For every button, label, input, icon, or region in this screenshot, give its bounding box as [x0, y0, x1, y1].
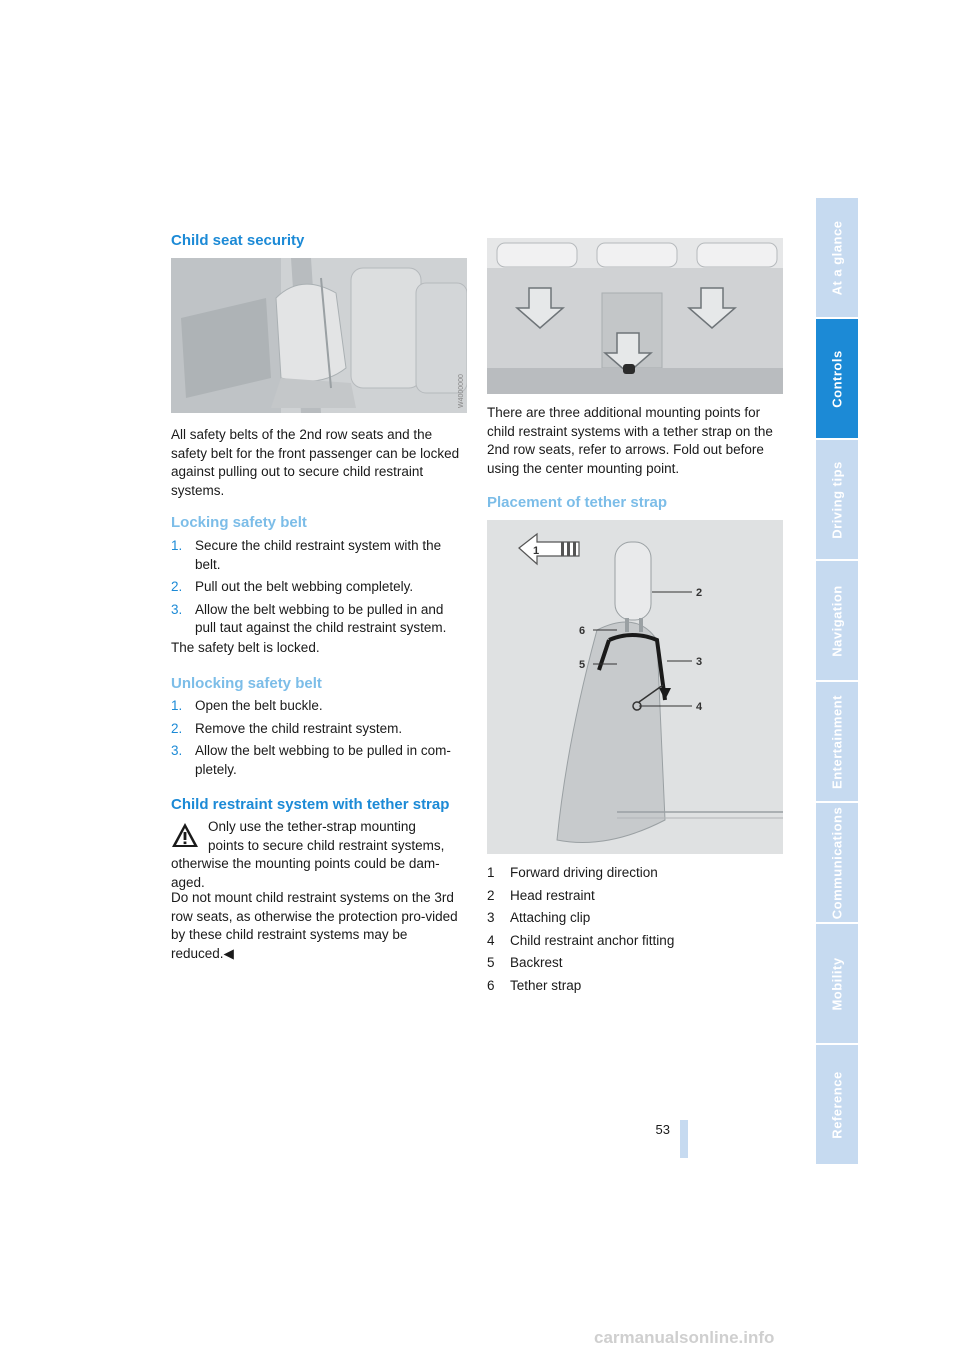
svg-text:W4000000: W4000000 [458, 374, 465, 408]
subsection-locking: Locking safety belt [171, 514, 307, 531]
tab-navigation[interactable]: Navigation [816, 561, 858, 680]
warning-text: otherwise the mounting points could be dam-aged. [171, 856, 440, 890]
intro-text: All safety belts of the 2nd row seats and the safety belt for the front passenger can be locked against pulling out to secure child restraint systems. [171, 427, 460, 498]
diagram-label-3: 3 [696, 656, 703, 668]
list-item: 2. Remove the child restraint system. [171, 720, 403, 736]
warning-lead: Only use the tether-strap mounting [208, 819, 416, 834]
diagram-label-4: 4 [696, 701, 703, 713]
locking-steps [171, 537, 467, 642]
page-marker-bar [680, 1120, 688, 1158]
section-title-tether: Child restraint system with tether strap [171, 796, 450, 813]
list-item: 3. Allow the belt webbing to be pulled in and pull taut against the child restraint system. [171, 601, 447, 635]
tab-communications[interactable]: Communications [816, 803, 858, 922]
legend-item: 6 Tether strap [487, 977, 582, 993]
tab-driving-tips[interactable]: Driving tips [816, 440, 858, 559]
legend-item: 1 Forward driving direction [487, 865, 658, 880]
legend-item: 3 Attaching clip [487, 910, 591, 925]
diagram-label-1: 1 [533, 545, 540, 557]
tether-strap-diagram [487, 520, 783, 854]
child-seat-photo [171, 258, 467, 413]
legend-item: 4 Child restraint anchor fitting [487, 932, 675, 948]
list-item: 1. Secure the child restraint system with the belt. [171, 538, 442, 572]
page-number: 53 [655, 1122, 670, 1137]
diagram-label-5: 5 [579, 659, 586, 671]
locking-result: The safety belt is locked. [171, 640, 320, 655]
mounting-points-photo [487, 238, 783, 394]
legend-item: 5 Backrest [487, 955, 563, 970]
warning-icon [171, 822, 199, 848]
mounting-text: There are three additional mounting points for child restraint systems with a tether strap on the 2nd row seats, refer to arrows. Fold out before using the center mounting point. [487, 405, 773, 476]
tab-entertainment[interactable]: Entertainment [816, 682, 858, 801]
diagram-label-2: 2 [696, 587, 703, 599]
tab-mobility[interactable]: Mobility [816, 924, 858, 1043]
unlocking-steps [171, 697, 467, 783]
list-item: 1. Open the belt buckle. [171, 698, 323, 713]
subsection-unlocking: Unlocking safety belt [171, 675, 322, 692]
tab-controls[interactable]: Controls [816, 319, 858, 438]
list-item: 2. Pull out the belt webbing completely. [171, 579, 414, 594]
warning-text-more: Do not mount child restraint systems on the 3rd row seats, as otherwise the protection pro-vided by these child restraint systems may be reduced.◀ [171, 890, 458, 961]
tab-at-a-glance[interactable]: At a glance [816, 198, 858, 317]
footer-watermark: carmanualsonline.info [594, 1328, 775, 1347]
legend-item: 2 Head restraint [487, 887, 595, 903]
warning-lead-2: points to secure child restraint systems, [208, 838, 445, 853]
section-title-child-seat: Child seat security [171, 232, 305, 249]
list-item: 3. Allow the belt webbing to be pulled in com-pletely. [171, 743, 451, 777]
tab-reference[interactable]: Reference [816, 1045, 858, 1164]
diagram-legend [487, 864, 783, 999]
diagram-label-6: 6 [579, 625, 586, 637]
subsection-placement: Placement of tether strap [487, 494, 668, 511]
chapter-tabs [816, 198, 858, 1166]
